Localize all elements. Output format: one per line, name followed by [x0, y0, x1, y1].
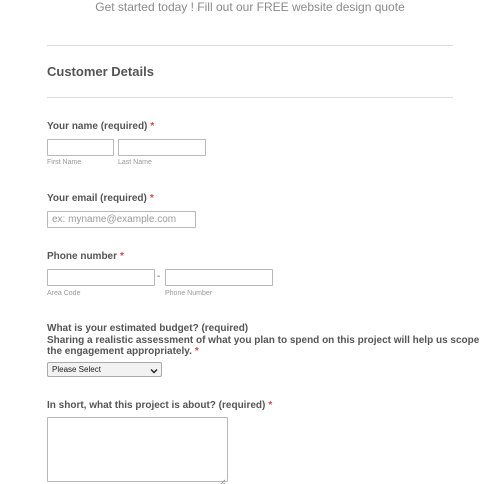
divider-section — [47, 97, 453, 98]
name-label — [47, 121, 154, 133]
about-label-text: In short, what this project is about? (required) — [47, 400, 266, 411]
budget-label-line3-text: the engagement appropriately. — [47, 346, 192, 357]
first-name-input[interactable] — [47, 139, 114, 156]
phone-separator: - — [157, 271, 161, 282]
phone-label-text: Phone number — [47, 251, 118, 262]
divider-top — [47, 45, 453, 46]
resize-grip-icon[interactable] — [219, 473, 226, 480]
about-textarea[interactable] — [47, 417, 228, 482]
budget-select-value: Please Select — [52, 365, 101, 374]
required-marker: * — [150, 121, 155, 132]
required-marker: * — [268, 400, 273, 411]
area-code-sublabel: Area Code — [47, 290, 81, 297]
last-name-sublabel: Last Name — [118, 159, 152, 166]
required-marker: * — [120, 251, 124, 262]
about-label — [47, 400, 272, 412]
budget-label-line2: Sharing a realistic assessment of what you plan to spend on this project will help us scope — [47, 335, 480, 346]
email-input[interactable] — [47, 211, 196, 228]
email-label — [47, 193, 154, 205]
section-title: Customer Details — [47, 64, 154, 79]
phone-number-input[interactable] — [165, 269, 273, 286]
name-label-text: Your name (required) — [47, 121, 148, 132]
required-marker: * — [149, 193, 154, 204]
phone-label — [47, 251, 124, 263]
first-name-sublabel: First Name — [47, 159, 82, 166]
chevron-down-icon — [150, 366, 158, 374]
email-label-text: Your email (required) — [47, 193, 147, 204]
budget-label-line3 — [47, 346, 199, 358]
budget-label-line1: What is your estimated budget? (required) — [47, 323, 249, 334]
phone-number-sublabel: Phone Number — [165, 290, 213, 297]
budget-select[interactable] — [47, 362, 162, 377]
page-subtitle: Get started today ! Fill out our FREE website design quote — [95, 0, 405, 14]
last-name-input[interactable] — [118, 139, 206, 156]
area-code-input[interactable] — [47, 269, 155, 286]
required-marker: * — [194, 346, 199, 357]
